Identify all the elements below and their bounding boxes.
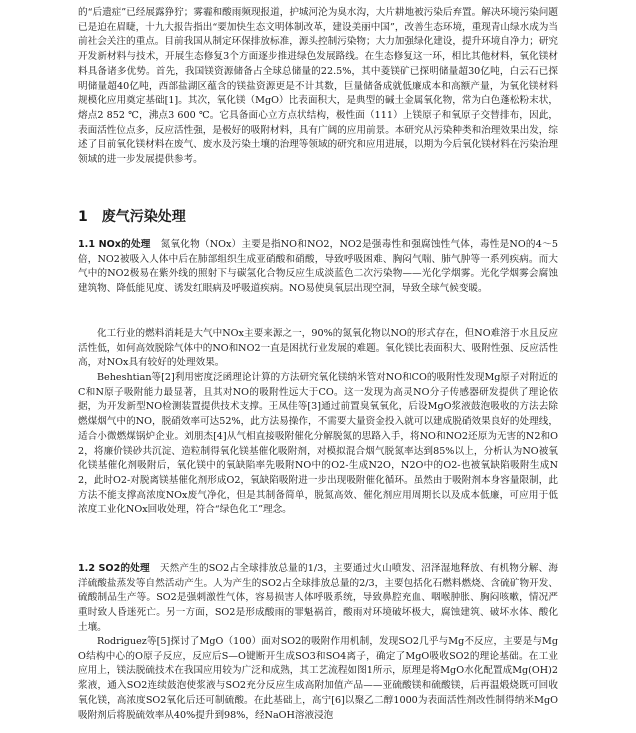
subsection-1-2-text-1: 天然产生的SO2占全球排放总量的1/3，主要通过火山喷发、沼泽湿地释放、有机物分解、海洋硫酸盐蒸发等自然活动产生。人为产生的SO2占全球排放总量的2/3，主要包括化石燃料燃烧、含硫矿物开发、硫酸制品生产等。SO2是强刺激性气体，容易损害人体呼吸系统，导致鼻腔充血、咽喉肿胀、胸闷咳嗽，情况严重时致人昏迷死亡。另一方面，SO2是形成酸雨的罪魁祸首，酸雨对环境破坏极大，腐蚀建筑、破坏水体、酸化土壤。: [78, 563, 558, 633]
subsection-1-1-paragraph-3: Beheshtian等[2]利用密度泛函理论计算的方法研究氧化镁纳米管对NO和CO的吸附性发现Mg原子对附近的C和N原子吸附能力最显著，且其对NO的吸附性远大于CO。这一发现为高灵NO分子传感器研发提供了理论依据，为开发新型NO检测装置提供技术支撑。王凤佳等[3]通过前置臭氧氧化，后设MgO浆液鼓泡吸收的方法去除燃煤烟气中的NO，脱硝效率可达52%，此方法易操作，不需要大量资金投入就可以建成脱硝效果良好的处理线，适合小微燃煤锅炉企业。刘朋杰[4]从气相直接吸附催化分解脱氮的思路入手，将NO和NO2还原为无害的N2和O2，将廉价镁砂共沉淀、造粒制得氧化镁基催化吸附剂，对模拟混合烟气脱氮率达到85%以上，分析认为NO被氧化镁基催化剂吸附后，氧化镁中的氧缺陷率先吸附NO中的O2-生成N2O，N2O中的O2-也被氧缺陷吸附生成N2，此时O2-对脱离镁基催化剂形成O2，氧缺陷吸附进一步出现吸附催化循环。虽然由于吸附剂本身容量限制，此方法不能支撑高浓度NOx废气净化，但是其制备简单，脱氮高效、催化剂应用周期长以及成本低廉，可应用于低浓度工业化NOx回收处理，符合“绿色化工”理念。: [78, 372, 558, 516]
section-heading: [78, 208, 186, 226]
intro-paragraph: 的“后遗症”已经展露狰狞；雾霾和酸雨频现报道，护城河沦为臭水沟，大片耕地被污染后弃置。解决环境污染问题已是迫在眉睫，十九大报告指出“要加快生态文明体制改革，建设美丽中国”，改善生态环境，重现青山绿水成为当前社会关注的重点。目前我国从制定环保排放标准，源头控制污染物；大力加强绿化建设，提升环境自净力；研究开发新材料与技术，开展生态修复3个方面逐步推进绿色发展路线。在生态修复这一环，相比其他材料，氧化镁材料具备诸多优势。首先，我国镁资源储备占全球总储量的22.5%，其中菱镁矿已探明储量超30亿吨，白云石已探明储量超40亿吨，西部盐湖区蕴含的镁盐资源更是不计其数，巨量储备成就低廉成本和高额产量，为氧化镁材料规模化应用奠定基础[1]。其次，氧化镁（MgO）比表面积大，是典型的碱土金属氧化物，常为白色蓬松粉末状，熔点2 852 ℃，沸点3 600 ℃。它具备面心立方点状结构，极性面（111）上镁原子和氧原子交替排布，因此，表面活性位点多，反应活性强，是极好的吸附材料，具有广阔的应用前景。本研究从污染种类和治理效果出发，综述了目前氧化镁材料在废气、废水及污染土壤的治理等领域的研究和应用进展，以期为今后氧化镁材料在污染治理领域的进一步发展提供参考。: [78, 7, 558, 166]
subsection-1-2-paragraph-1: [78, 562, 558, 636]
subsection-1-1-paragraph-1: [78, 238, 558, 297]
subsection-1-1-heading: 1.1 NOx的处理: [78, 239, 151, 250]
subsection-1-2-paragraph-2: Rodriguez等[5]探讨了MgO（100）面对SO2的吸附作用机制，发现SO2几乎与Mg不反应，主要是与MgO结构中心的O原子反应，反应后S—O键断开生成SO3和SO4离子，确定了MgO吸收SO2的理论基础。在工业应用上，镁法脱硫技术在我国应用较为广泛和成熟，其工艺流程如图1所示，原理是将MgO水化配置成Mg(OH)2浆液，通入SO2连续鼓泡使浆液与SO2充分反应生成高附加值产品——亚硫酸镁和硫酸镁，后再温煅烧既可回收氧化镁，高浓度SO2氧化后还可制硫酸。在此基础上，高宁[6]以聚乙二醇1000为表面活性剂改性制得纳米MgO吸附剂后将脱硫效率从40%提升到98%，经NaOH溶液浸泡: [78, 636, 558, 721]
subsection-1-1-paragraph-2: 化工行业的燃料消耗是大气中NOx主要来源之一，90%的氮氧化物以NO的形式存在，但NO难溶于水且反应活性低，如何高效脱除气体中的NO和NO2一直是困扰行业发展的难题。氧化镁比表面积大、吸附性强、反应活性高，对NOx具有较好的处理效果。: [78, 328, 558, 369]
section-title: 废气污染处理: [101, 209, 186, 225]
section-number: 1: [78, 209, 88, 225]
subsection-1-2-heading: 1.2 SO2的处理: [78, 563, 150, 574]
subsection-1-1-text-1: 氮氧化物（NOx）主要是指NO和NO2，NO2是强毒性和强腐蚀性气体，毒性是NO的4～5倍，NO2被吸入人体中后在肺部组织生成亚硝酸和硝酸，导致呼吸困难、胸闷气喘、肺气肿等一系列疾病。而大气中的NO2极易在紫外线的照射下与碳氢化合物反应生成淡蓝色二次污染物——光化学烟雾。光化学烟雾会腐蚀建筑物、降低能见度、诱发红眼病及呼吸道疾病。NO易使臭氧层出现空洞，导致全球气候变暖。: [78, 239, 558, 295]
